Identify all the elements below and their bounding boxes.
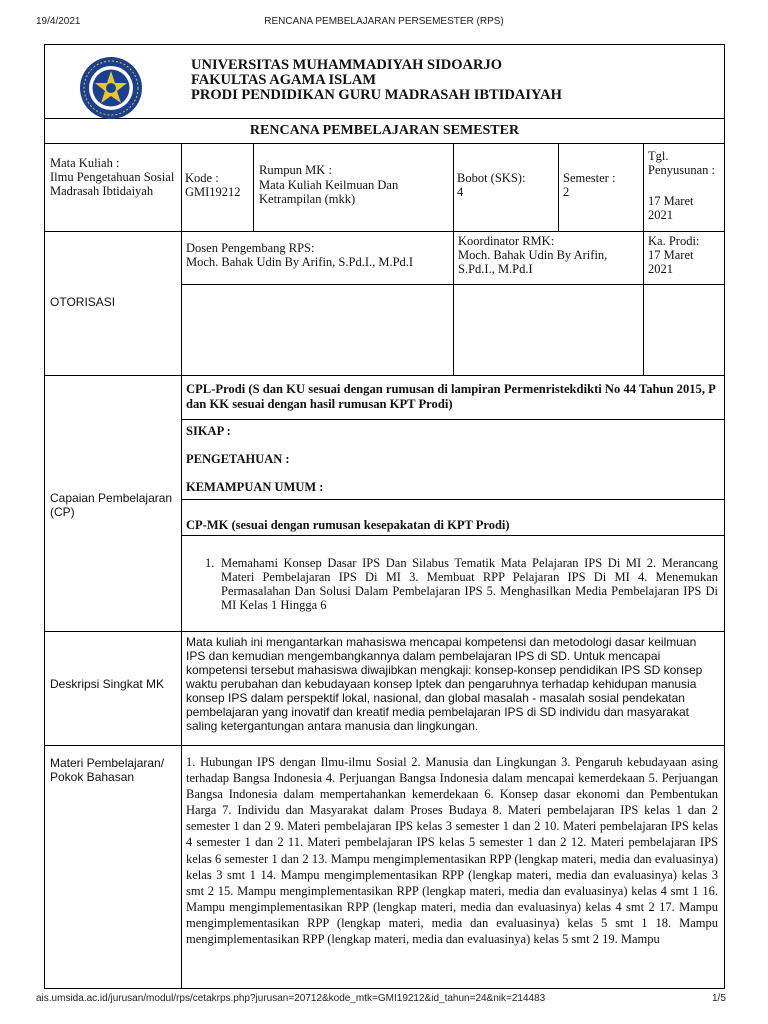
date-value: 17 Maret 2021 [648, 194, 694, 222]
university-name: UNIVERSITAS MUHAMMADIYAH SIDOARJO [191, 57, 502, 73]
developer-name: Moch. Bahak Udin By Arifin, S.Pd.I., M.Pd.I [186, 255, 414, 269]
semester-value: 2 [563, 185, 570, 199]
divider [181, 419, 724, 420]
page-number: 1/5 [712, 993, 726, 1004]
divider [253, 143, 254, 231]
attitude-heading: SIKAP : [186, 424, 231, 438]
credits-value: 4 [457, 185, 464, 199]
head-of-program-date: 17 Maret 2021 [648, 248, 694, 276]
divider [453, 143, 454, 375]
divider [45, 231, 724, 232]
code-value: GMI19212 [185, 185, 241, 199]
divider [181, 499, 724, 500]
description-text: Mata kuliah ini mengantarkan mahasiswa mencapai kompetensi dan metodologi dasar keilmuan IPS dan kemudian mengembangkannya dalam pembelajaran IPS di SD. Untuk mencapai kompetensi tersebut mahasiswa diwajibkan mengkaji: konsep-konsep pendidikan IPS SD konsep waktu perubahan dan kebudayaan konsep Iptek dan pengaruhnya terhadap kehidupan manusia konsep IPS dalam perspektif lokal, nasional, dan global masalah - masalah sosial pendekatan pembelajaran yang inovatif dan kreatif media pembelajaran IPS di SD individu dan masyarakat saling ketergantungan antara manusia dan lingkungan. [186, 635, 703, 733]
course-label: Mata Kuliah : [50, 156, 120, 170]
rumpun-value: Mata Kuliah Keilmuan Dan Ketrampilan (mkk) [259, 178, 399, 206]
learning-outcomes-label: Capaian Pembelajaran (CP) [50, 491, 173, 519]
print-title: RENCANA PEMBELAJARAN PERSEMESTER (RPS) [264, 16, 504, 27]
materials-label: Materi Pembelajaran/ Pokok Bahasan [50, 756, 165, 784]
divider [45, 745, 724, 746]
divider [558, 143, 559, 231]
divider [181, 143, 182, 988]
print-date: 19/4/2021 [36, 16, 81, 27]
date-label: Tgl. Penyusunan : [648, 149, 716, 177]
cpmk-list-item: Memahami Konsep Dasar IPS Dan Silabus Tematik Mata Pelajaran IPS Di MI 2. Merancang Materi Pembelajaran IPS Di MI 3. Membuat RPP Pelajaran IPS Di MI 4. Menemukan Permasalahan Dan Solusi Dalam Pembelajaran IPS 5. Menghasilkan Media Pembelajaran IPS Di MI Kelas 1 Hingga 6 [221, 556, 718, 612]
divider [181, 535, 724, 536]
university-logo-icon [79, 56, 143, 120]
print-url: ais.umsida.ac.id/jurusan/modul/rps/cetakrps.php?jurusan=20712&kode_mtk=GMI19212&id_tahun=24&nik=214483 [36, 993, 546, 1004]
divider [45, 375, 724, 376]
general-skills-heading: KEMAMPUAN UMUM : [186, 480, 324, 494]
rumpun-label: Rumpun MK : [259, 163, 332, 177]
cpmk-title: CP-MK (sesuai dengan rumusan kesepakatan di KPT Prodi) [186, 518, 510, 532]
credits-label: Bobot (SKS): [457, 171, 526, 185]
code-label: Kode : [185, 171, 219, 185]
divider [643, 143, 644, 375]
knowledge-heading: PENGETAHUAN : [186, 452, 290, 466]
materials-text: 1. Hubungan IPS dengan Ilmu-ilmu Sosial 2. Manusia dan Lingkungan 3. Pengaruh kebudayaan asing terhadap Bangsa Indonesia 4. Perjuangan Bangsa Indonesia dalam mencapai kemerdekaan 5. Perjuangan Bangsa Indonesia dalam mempertahankan kemerdekaan 6. Konsep dasar ekonomi dan Pembentukan Harga 7. Individu dan Masyarakat dalam Proses Budaya 8. Materi pembelajaran IPS kelas 1 dan 2 semester 1 dan 2 9. Materi pembelajaran IPS kelas 3 semester 1 dan 2 10. Materi pembelajaran IPS kelas 4 semester 1 dan 2 11. Materi pembelajaran IPS kelas 5 semester 1 dan 2 12. Materi pembelajaran IPS kelas 6 semester 1 dan 2 13. Mampu mengimplementasikan RPP (lengkap materi, media dan evaluasinya) kelas 3 smt 1 14. Mampu mengimplementasikan RPP (lengkap materi, media dan evaluasinya) kelas 3 smt 2 15. Mampu mengimplementasikan RPP (lengkap materi, media dan evaluasinya) kelas 4 smt 1 16. Mampu mengimplementasikan RPP (lengkap materi, media dan evaluasinya) kelas 4 smt 2 17. Mampu mengimplementasikan RPP (lengkap materi, media dan evaluasinya) kelas 5 smt 1 18. Mampu mengimplementasikan RPP (lengkap materi, media dan evaluasinya) kelas 5 smt 2 19. Mampu [186, 755, 718, 947]
divider [45, 118, 724, 119]
program-name: PRODI PENDIDIKAN GURU MADRASAH IBTIDAIYAH [191, 87, 562, 103]
rps-document-table [44, 44, 725, 989]
document-title: RENCANA PEMBELAJARAN SEMESTER [249, 123, 520, 138]
coordinator-name: Moch. Bahak Udin By Arifin, S.Pd.I., M.Pd.I [458, 248, 608, 276]
faculty-name: FAKULTAS AGAMA ISLAM [191, 72, 377, 88]
semester-label: Semester : [563, 171, 616, 185]
head-of-program-label: Ka. Prodi: [648, 234, 700, 248]
cpl-title: CPL-Prodi (S dan KU sesuai dengan rumusan di lampiran Permenristekdikti No 44 Tahun 2015, P dan KK sesuai dengan hasil rumusan KPT Prodi) [186, 382, 716, 411]
divider [45, 143, 724, 144]
course-name: Ilmu Pengetahuan Sosial Madrasah Ibtidaiyah [50, 170, 175, 198]
divider [45, 631, 724, 632]
description-label: Deskripsi Singkat MK [50, 677, 165, 691]
cpmk-list-number: 1. [205, 556, 215, 570]
developer-label: Dosen Pengembang RPS: [186, 241, 315, 255]
coordinator-label: Koordinator RMK: [458, 234, 555, 248]
authorization-label: OTORISASI [50, 295, 116, 309]
